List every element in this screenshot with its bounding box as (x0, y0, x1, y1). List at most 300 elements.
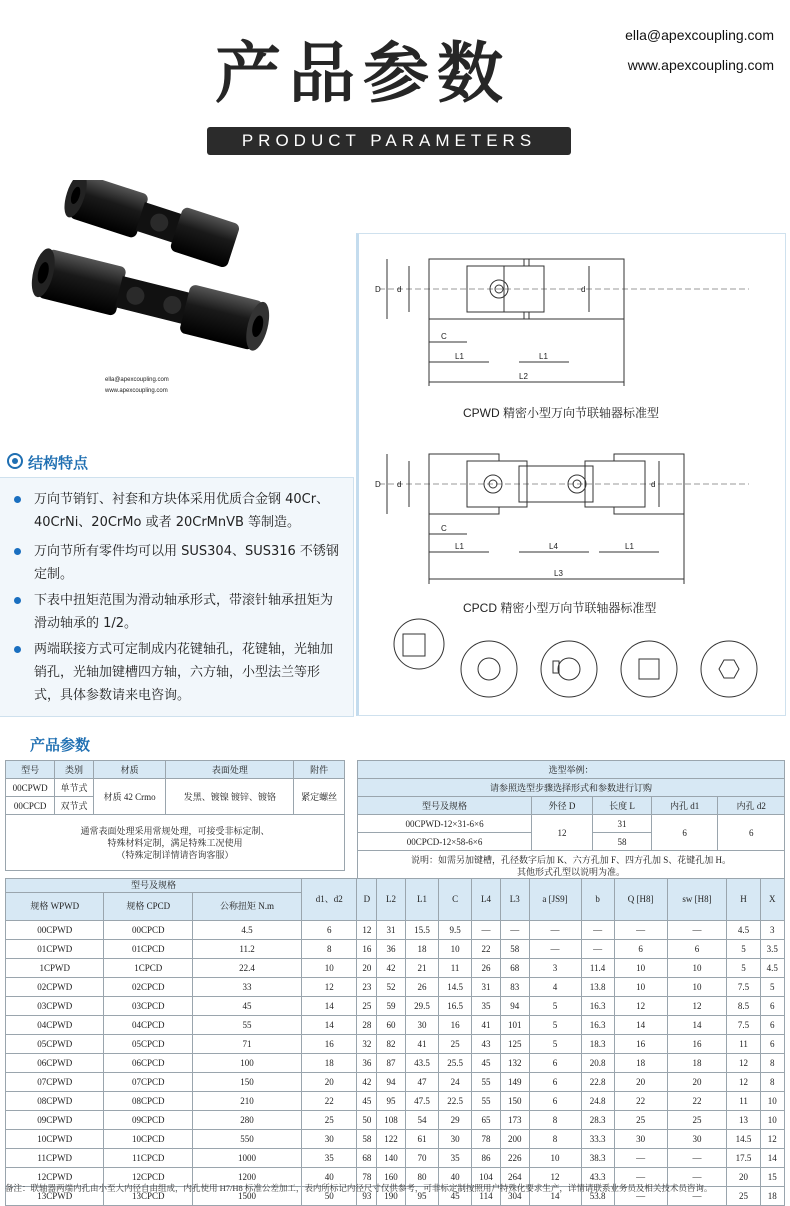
table-cell: 70 (405, 1149, 438, 1168)
table-cell: 47.5 (405, 1092, 438, 1111)
table-cell: 40 (301, 1168, 356, 1187)
table-cell: 20 (667, 1073, 727, 1092)
table-cell: 41 (405, 1035, 438, 1054)
photo-website: www.apexcoupling.com (105, 388, 168, 394)
contact-email[interactable]: ella@apexcoupling.com (625, 27, 774, 43)
table-cell: 08CPWD (6, 1092, 104, 1111)
th: L2 (377, 879, 406, 921)
table-row (6, 940, 785, 959)
table-cell: 25 (727, 1187, 760, 1206)
th: L3 (500, 879, 529, 921)
table-cell: 30 (405, 1016, 438, 1035)
cell: 00CPWD-12×31-6×6 (358, 815, 532, 833)
table-cell: 61 (405, 1130, 438, 1149)
table-cell: 14 (614, 1016, 667, 1035)
table-cell: 60 (377, 1016, 406, 1035)
table-cell: 4.5 (727, 921, 760, 940)
table-cell: 01CPWD (6, 940, 104, 959)
table-cell: 14 (667, 1016, 727, 1035)
th: 规格 CPCD (104, 893, 193, 921)
table-cell: 45 (193, 997, 302, 1016)
th-category: 类别 (55, 761, 93, 779)
dim-D-cpwd: D (375, 285, 381, 294)
table-cell: 94 (500, 997, 529, 1016)
table-cell: 226 (500, 1149, 529, 1168)
table-cell: 104 (472, 1168, 501, 1187)
feature-item: 下表中扭矩范围为滑动轴承形式，带滚针轴承扭矩为滑动轴承的 1/2。 (14, 589, 344, 635)
table-cell: 23 (357, 978, 377, 997)
th: L4 (472, 879, 501, 921)
table-cell: 25.5 (439, 1054, 472, 1073)
table-cell: 18 (614, 1054, 667, 1073)
table-cell: 30 (301, 1130, 356, 1149)
footnote: 备注：联轴器两端内孔由小至大内径自由组成，内孔使用 H7/H8 标准公差加工，表内所标记内径尺寸仅供参考，可非标定制按照用户特殊化要求生产，详情请联系业务员及相关技术员咨询。 (5, 1183, 713, 1193)
table-cell: 3 (760, 921, 784, 940)
table-row (6, 1035, 785, 1054)
table-cell: 30 (667, 1130, 727, 1149)
table-cell: 01CPCD (104, 940, 193, 959)
cell-accessory: 紧定螺丝 (294, 779, 345, 815)
table-cell: 65 (472, 1111, 501, 1130)
table-cell: 16.5 (439, 997, 472, 1016)
table-cell: 54 (405, 1111, 438, 1130)
table-cell: 18.3 (581, 1035, 614, 1054)
table-cell: 25 (301, 1111, 356, 1130)
table-cell: 45 (472, 1054, 501, 1073)
table-cell: 06CPWD (6, 1054, 104, 1073)
table-cell: 95 (405, 1187, 438, 1206)
table-cell: 42 (357, 1073, 377, 1092)
table-cell: 13 (727, 1111, 760, 1130)
table-cell: 43.5 (405, 1054, 438, 1073)
table-cell: 53.8 (581, 1187, 614, 1206)
table-cell: 52 (377, 978, 406, 997)
cell: 单节式 (55, 779, 93, 797)
table-cell: 22 (301, 1092, 356, 1111)
table-cell: 11 (727, 1092, 760, 1111)
table-cell: 36 (377, 940, 406, 959)
table-cell: 95 (377, 1092, 406, 1111)
table-cell: — (529, 921, 581, 940)
table-cell: 28 (357, 1016, 377, 1035)
table-cell: 05CPCD (104, 1035, 193, 1054)
table-cell: 16 (667, 1035, 727, 1054)
th-group: 型号及规格 (6, 879, 302, 893)
table-cell: 18 (760, 1187, 784, 1206)
table-cell: 13.8 (581, 978, 614, 997)
table-cell: 18 (301, 1054, 356, 1073)
table-cell: 83 (500, 978, 529, 997)
table-cell: 5 (529, 1035, 581, 1054)
dim-L1b-cpcd: L1 (625, 542, 634, 551)
table-cell: 12 (727, 1073, 760, 1092)
table-cell: 101 (500, 1016, 529, 1035)
table-cell: 12 (301, 978, 356, 997)
technical-drawings (359, 234, 785, 714)
th: 公称扭矩 N.m (193, 893, 302, 921)
table-cell: 12CPWD (6, 1168, 104, 1187)
table-cell: 7.5 (727, 978, 760, 997)
table-cell: 108 (377, 1111, 406, 1130)
table-cell: 210 (193, 1092, 302, 1111)
th: H (727, 879, 760, 921)
table-cell: 43.3 (581, 1168, 614, 1187)
table-row (6, 1092, 785, 1111)
dim-L4-cpcd: L4 (549, 542, 558, 551)
table-cell: 15.5 (405, 921, 438, 940)
table-cell: 9.5 (439, 921, 472, 940)
table-cell: 17.5 (727, 1149, 760, 1168)
table-cell: 26 (405, 978, 438, 997)
table-cell: 12 (727, 1054, 760, 1073)
dim-D-cpcd: D (375, 480, 381, 489)
table-cell: 10 (301, 959, 356, 978)
table-cell: 12 (357, 921, 377, 940)
type-note: （特殊定制详情请咨询客服） (116, 849, 234, 860)
dim-d-cpwd: d (397, 285, 402, 294)
table-cell: 22.4 (193, 959, 302, 978)
table-cell: 33 (193, 978, 302, 997)
table-cell: 20 (301, 1073, 356, 1092)
table-cell: 07CPWD (6, 1073, 104, 1092)
table-cell: 12 (760, 1130, 784, 1149)
table-cell: — (667, 921, 727, 940)
th-accessory: 附件 (294, 761, 345, 779)
dim-d-cpcd: d (397, 480, 402, 489)
table-cell: 6 (301, 921, 356, 940)
table-cell: 82 (377, 1035, 406, 1054)
table-cell: — (667, 1149, 727, 1168)
table-cell: 30 (439, 1130, 472, 1149)
table-cell: 24.8 (581, 1092, 614, 1111)
table-cell: 280 (193, 1111, 302, 1130)
th-spec: 型号及规格 (358, 797, 532, 815)
table-cell: 6 (667, 940, 727, 959)
table-cell: 140 (377, 1149, 406, 1168)
cell-surface: 发黑、镀镍 镀锌、镀铬 (166, 779, 294, 815)
cell: 58 (593, 833, 652, 851)
table-cell: 78 (357, 1168, 377, 1187)
table-row (6, 1111, 785, 1130)
table-cell: 05CPWD (6, 1035, 104, 1054)
table-cell: 94 (377, 1073, 406, 1092)
table-cell: 11.4 (581, 959, 614, 978)
table-row (6, 978, 785, 997)
table-cell: 45 (357, 1092, 377, 1111)
table-cell: 43 (472, 1035, 501, 1054)
table-cell: 190 (377, 1187, 406, 1206)
table-cell: 50 (357, 1111, 377, 1130)
table-cell: 12 (529, 1168, 581, 1187)
features-panel (0, 477, 354, 717)
table-cell: 8 (301, 940, 356, 959)
table-row (6, 1016, 785, 1035)
table-cell: 1000 (193, 1149, 302, 1168)
table-cell: 16 (301, 1035, 356, 1054)
table-cell: 02CPWD (6, 978, 104, 997)
table-cell: 20 (357, 959, 377, 978)
table-cell: 10 (529, 1149, 581, 1168)
table-cell: 11.2 (193, 940, 302, 959)
table-cell: — (614, 1149, 667, 1168)
table-cell: 86 (472, 1149, 501, 1168)
th: 规格 WPWD (6, 893, 104, 921)
table-cell: 59 (377, 997, 406, 1016)
table-cell: 173 (500, 1111, 529, 1130)
table-cell: 14 (529, 1187, 581, 1206)
table-row (6, 997, 785, 1016)
table-cell: 8.5 (727, 997, 760, 1016)
table-cell: 25 (667, 1111, 727, 1130)
table-cell: 55 (472, 1092, 501, 1111)
table-cell: 29 (439, 1111, 472, 1130)
cell-material: 材质 42 Crmo (93, 779, 166, 815)
table-cell: 20 (727, 1168, 760, 1187)
th: b (581, 879, 614, 921)
table-cell: 68 (357, 1149, 377, 1168)
table-cell: 47 (405, 1073, 438, 1092)
table-cell: 22 (472, 940, 501, 959)
table-cell: 41 (472, 1016, 501, 1035)
table-cell: 58 (500, 940, 529, 959)
features-heading: 结构特点 (28, 454, 89, 472)
table-cell: — (581, 940, 614, 959)
table-cell: 6 (760, 997, 784, 1016)
table-cell: 80 (405, 1168, 438, 1187)
table-cell: 31 (377, 921, 406, 940)
table-cell: 58 (357, 1130, 377, 1149)
table-cell: 16 (357, 940, 377, 959)
th-surface: 表面处理 (166, 761, 294, 779)
table-cell: 5 (760, 978, 784, 997)
table-cell: 18 (405, 940, 438, 959)
table-cell: 200 (500, 1130, 529, 1149)
dim-L3-cpcd: L3 (554, 569, 563, 578)
th-model: 型号 (6, 761, 55, 779)
table-cell: 14 (301, 997, 356, 1016)
table-row (6, 1073, 785, 1092)
spec-table-body (6, 921, 785, 1206)
table-cell: 35 (439, 1149, 472, 1168)
table-cell: — (581, 921, 614, 940)
table-cell: 12 (614, 997, 667, 1016)
table-cell: 50 (301, 1187, 356, 1206)
table-cell: 1200 (193, 1168, 302, 1187)
type-note: 特殊材料定制，满足特殊工况使用 (107, 837, 243, 848)
table-cell: — (614, 921, 667, 940)
table-cell: 09CPWD (6, 1111, 104, 1130)
table-cell: 4.5 (193, 921, 302, 940)
table-cell: 93 (357, 1187, 377, 1206)
table-cell: 16.3 (581, 997, 614, 1016)
dim-d2-cpcd: d (651, 480, 656, 489)
dim-C-cpcd: C (441, 524, 447, 533)
table-cell: — (667, 1168, 727, 1187)
table-cell: 4 (529, 978, 581, 997)
table-row (6, 1130, 785, 1149)
table-cell: — (529, 940, 581, 959)
table-cell: 87 (377, 1054, 406, 1073)
cell: 6 (651, 815, 718, 851)
dim-d2-cpwd: d (581, 285, 586, 294)
dim-L2-cpwd: L2 (519, 372, 528, 381)
example-note: 其他形式孔型以说明为准。 (516, 866, 625, 877)
photo-email: ella@apexcoupling.com (105, 377, 169, 383)
cell: 00CPCD (6, 797, 55, 815)
table-cell: 1CPWD (6, 959, 104, 978)
table-cell: — (614, 1168, 667, 1187)
table-cell: 25 (439, 1035, 472, 1054)
table-cell: 20.8 (581, 1054, 614, 1073)
table-cell: 14.5 (439, 978, 472, 997)
table-cell: 08CPCD (104, 1092, 193, 1111)
table-cell: 11 (439, 959, 472, 978)
table-cell: 132 (500, 1054, 529, 1073)
table-cell: 07CPCD (104, 1073, 193, 1092)
th: sw [H8] (667, 879, 727, 921)
table-cell: 42 (377, 959, 406, 978)
table-cell: 25 (357, 997, 377, 1016)
example-table (357, 760, 785, 881)
table-cell: 10 (760, 1111, 784, 1130)
table-cell: 125 (500, 1035, 529, 1054)
table-cell: 31 (472, 978, 501, 997)
table-cell: 55 (193, 1016, 302, 1035)
table-cell: 22.8 (581, 1073, 614, 1092)
table-cell: 10 (667, 978, 727, 997)
table-cell: 5 (529, 997, 581, 1016)
drawings-panel (356, 233, 786, 716)
table-cell: 26 (472, 959, 501, 978)
table-cell: 22 (667, 1092, 727, 1111)
table-cell: 11 (727, 1035, 760, 1054)
table-cell: 122 (377, 1130, 406, 1149)
feature-item: 万向节所有零件均可以用 SUS304、SUS316 不锈钢定制。 (14, 540, 344, 586)
table-cell: 10 (667, 959, 727, 978)
table-cell: 00CPWD (6, 921, 104, 940)
table-cell: — (500, 921, 529, 940)
table-cell: — (472, 921, 501, 940)
table-cell: 100 (193, 1054, 302, 1073)
contact-website[interactable]: www.apexcoupling.com (627, 57, 774, 73)
table-cell: 8 (529, 1111, 581, 1130)
th-L: 长度 L (593, 797, 652, 815)
table-cell: 11CPCD (104, 1149, 193, 1168)
table-row (6, 1149, 785, 1168)
table-cell: 03CPCD (104, 997, 193, 1016)
table-cell: 03CPWD (6, 997, 104, 1016)
table-cell: 6 (529, 1073, 581, 1092)
table-cell: 04CPCD (104, 1016, 193, 1035)
table-cell: 10 (760, 1092, 784, 1111)
table-cell: 12CPCD (104, 1168, 193, 1187)
table-cell: 25 (614, 1111, 667, 1130)
dim-C-cpwd: C (441, 332, 447, 341)
table-cell: 35 (472, 997, 501, 1016)
table-cell: 09CPCD (104, 1111, 193, 1130)
table-cell: 36 (357, 1054, 377, 1073)
table-cell: 1500 (193, 1187, 302, 1206)
table-cell: 5 (727, 959, 760, 978)
table-cell: 21 (405, 959, 438, 978)
table-cell: 16 (439, 1016, 472, 1035)
table-cell: 33.3 (581, 1130, 614, 1149)
table-cell: 55 (472, 1073, 501, 1092)
cpwd-caption: CPWD 精密小型万向节联轴器标准型 (463, 406, 659, 420)
params-heading: 产品参数 (30, 736, 91, 754)
table-cell: 149 (500, 1073, 529, 1092)
table-cell: 06CPCD (104, 1054, 193, 1073)
example-note: 说明：如需另加键槽，孔径数字后加 K、六方孔加 F、四方孔加 S、花键孔加 H。 (410, 854, 731, 865)
table-cell: 78 (472, 1130, 501, 1149)
table-cell: 3.5 (760, 940, 784, 959)
th-material: 材质 (93, 761, 166, 779)
page-subtitle: PRODUCT PARAMETERS (207, 127, 571, 155)
table-cell: 10CPCD (104, 1130, 193, 1149)
table-cell: 38.3 (581, 1149, 614, 1168)
table-cell: 71 (193, 1035, 302, 1054)
table-row (6, 959, 785, 978)
th: Q [H8] (614, 879, 667, 921)
table-cell: 10 (439, 940, 472, 959)
target-icon (7, 453, 23, 469)
table-cell: 1CPCD (104, 959, 193, 978)
table-cell: 6 (529, 1054, 581, 1073)
table-cell: 30 (614, 1130, 667, 1149)
table-row (6, 921, 785, 940)
type-note: 通常表面处理采用常规处理，可接受非标定制、 (80, 825, 270, 836)
table-cell: 18 (667, 1054, 727, 1073)
table-cell: 14 (760, 1149, 784, 1168)
table-cell: 6 (614, 940, 667, 959)
cell: 00CPWD (6, 779, 55, 797)
table-cell: 22.5 (439, 1092, 472, 1111)
spec-table (5, 878, 785, 1206)
table-cell: 5 (529, 1016, 581, 1035)
table-cell: 29.5 (405, 997, 438, 1016)
table-cell: 12 (667, 997, 727, 1016)
th: d1、d2 (301, 879, 356, 921)
dim-L1-cpwd: L1 (455, 352, 464, 361)
cell: 6 (718, 815, 785, 851)
table-cell: 35 (301, 1149, 356, 1168)
th: X (760, 879, 784, 921)
dim-L1-cpcd: L1 (455, 542, 464, 551)
th: L1 (405, 879, 438, 921)
table-cell: 02CPCD (104, 978, 193, 997)
cpcd-caption: CPCD 精密小型万向节联轴器标准型 (463, 601, 657, 615)
example-title: 选型举例： (358, 761, 785, 779)
table-cell: 68 (500, 959, 529, 978)
th-d1: 内孔 d1 (651, 797, 718, 815)
table-cell: 24 (439, 1073, 472, 1092)
feature-item: 两端联接方式可定制成内花键轴孔，花键轴，光轴加销孔，光轴加键槽四方轴，六方轴，小型法兰等形式，具体参数请来电咨询。 (14, 638, 344, 707)
table-cell: 32 (357, 1035, 377, 1054)
table-cell: 264 (500, 1168, 529, 1187)
example-subtitle: 请参照选型步骤选择形式和参数进行订购 (358, 779, 785, 797)
table-cell: 10 (614, 978, 667, 997)
table-cell: 150 (500, 1092, 529, 1111)
table-cell: 14.5 (727, 1130, 760, 1149)
table-cell: — (614, 1187, 667, 1206)
dim-L1b-cpwd: L1 (539, 352, 548, 361)
table-cell: 20 (614, 1073, 667, 1092)
table-cell: 16 (614, 1035, 667, 1054)
table-cell: 00CPCD (104, 921, 193, 940)
cell: 31 (593, 815, 652, 833)
table-cell: 7.5 (727, 1016, 760, 1035)
table-cell: 3 (529, 959, 581, 978)
